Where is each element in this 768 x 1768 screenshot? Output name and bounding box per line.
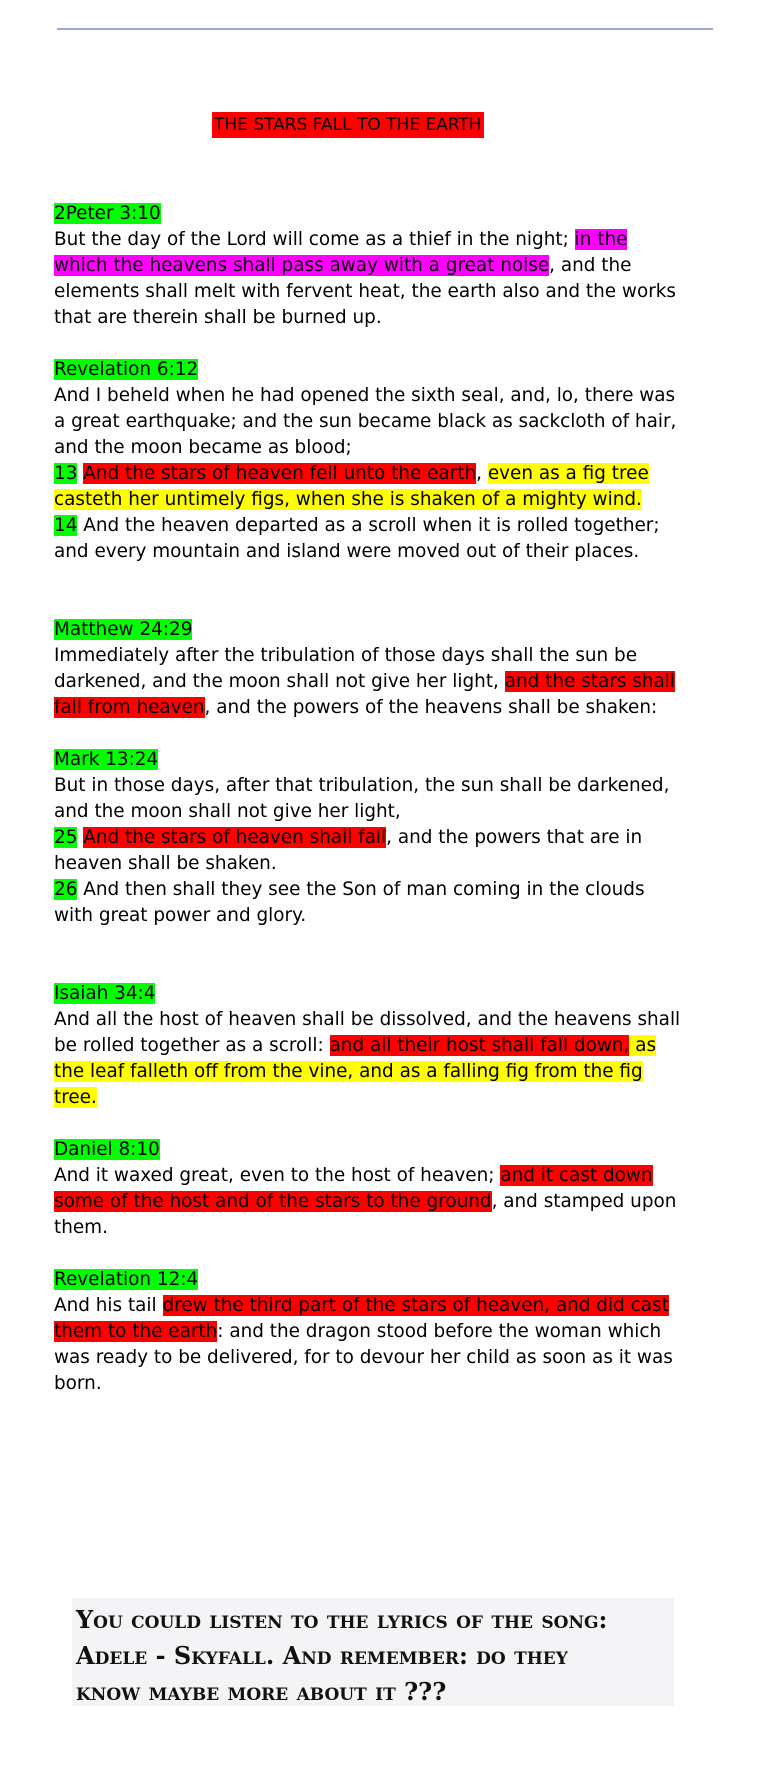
verse-paragraph bbox=[54, 825, 684, 877]
verse-paragraph bbox=[54, 643, 684, 721]
verse-text: And it waxed great, even to the host of heaven; bbox=[54, 1165, 501, 1186]
verse-text: , bbox=[476, 463, 488, 484]
verse-paragraph bbox=[54, 1293, 684, 1397]
verse-text: , and the powers of the heavens shall be shaken: bbox=[204, 697, 658, 718]
highlighted-text: even as a fig tree casteth her untimely figs, when she is shaken of a mighty wind. bbox=[54, 463, 649, 510]
verse-paragraph bbox=[54, 227, 684, 331]
verse-text: And I beheld when he had opened the sixth seal, and, lo, there was a great earthquake; and the sun became black as sackcloth of hair, and the moon became as blood; bbox=[54, 385, 677, 458]
document-body bbox=[54, 201, 684, 1423]
scripture-reference: Daniel 8:10 bbox=[54, 1139, 160, 1160]
verse-text: , and the powers that are in heaven shall be shaken. bbox=[54, 827, 643, 874]
scripture-section bbox=[54, 981, 684, 1111]
verse-paragraph bbox=[54, 773, 684, 825]
scripture-section bbox=[54, 201, 684, 331]
page-title: THE STARS FALL TO THE EARTH bbox=[212, 112, 484, 138]
verse-text: Immediately after the tribulation of those days shall the sun be darkened, and the moon shall not give her light, bbox=[54, 645, 638, 692]
verse-text: And the heaven departed as a scroll when it is rolled together; and every mountain and island were moved out of their places. bbox=[54, 515, 660, 562]
verse-text: And all the host of heaven shall be dissolved, and the heavens shall be rolled together as a scroll: bbox=[54, 1009, 681, 1056]
scripture-section bbox=[54, 617, 684, 721]
page-top-rule bbox=[57, 28, 713, 30]
highlighted-text: and the stars shall fall from heaven bbox=[54, 671, 675, 718]
footer-note bbox=[72, 1598, 674, 1706]
verse-paragraph bbox=[54, 1163, 684, 1241]
verse-paragraph bbox=[54, 461, 684, 513]
verse-paragraph bbox=[54, 877, 684, 929]
highlighted-text: And the stars of heaven fell unto the earth bbox=[83, 463, 477, 484]
verse-text: And then shall they see the Son of man coming in the clouds with great power and glory. bbox=[54, 879, 645, 926]
verse-paragraph bbox=[54, 513, 684, 565]
verse-number: 13 bbox=[54, 463, 78, 484]
scripture-reference: Isaiah 34:4 bbox=[54, 983, 156, 1004]
highlighted-text: and it cast down some of the host and of the stars to the ground bbox=[54, 1165, 653, 1212]
scripture-section bbox=[54, 747, 684, 929]
verse-number: 25 bbox=[54, 827, 78, 848]
verse-number: 14 bbox=[54, 515, 78, 536]
verse-text: , and the elements shall melt with fervent heat, the earth also and the works that are therein shall be burned up. bbox=[54, 255, 676, 328]
scripture-section bbox=[54, 1267, 684, 1397]
highlighted-text: and all their host shall fall down, bbox=[329, 1035, 630, 1056]
verse-paragraph bbox=[54, 383, 684, 461]
verse-number: 26 bbox=[54, 879, 78, 900]
verse-text: But in those days, after that tribulation, the sun shall be darkened, and the moon shall not give her light, bbox=[54, 775, 670, 822]
scripture-reference: Revelation 12:4 bbox=[54, 1269, 199, 1290]
highlighted-text: as the leaf falleth off from the vine, and as a falling fig from the fig tree. bbox=[54, 1035, 657, 1108]
highlighted-text: And the stars of heaven shall fall bbox=[83, 827, 387, 848]
verse-text: And his tail bbox=[54, 1295, 163, 1316]
scripture-section bbox=[54, 357, 684, 565]
scripture-reference: Matthew 24:29 bbox=[54, 619, 193, 640]
highlighted-text: in the which the heavens shall pass away with a great noise bbox=[54, 229, 628, 276]
scripture-reference: Mark 13:24 bbox=[54, 749, 159, 770]
verse-text: But the day of the Lord will come as a thief in the night; bbox=[54, 229, 575, 250]
footer-line-1: You could listen to the lyrics of the song: bbox=[76, 1605, 608, 1634]
scripture-reference: Revelation 6:12 bbox=[54, 359, 199, 380]
footer-line-2: Adele - Skyfall. And remember: do they bbox=[76, 1641, 568, 1670]
footer-line-3: know maybe more about it ??? bbox=[76, 1677, 447, 1706]
verse-text: : and the dragon stood before the woman which was ready to be delivered, for to devour her child as soon as it was born. bbox=[54, 1321, 673, 1394]
highlighted-text: drew the third part of the stars of heaven, and did cast them to the earth bbox=[54, 1295, 669, 1342]
scripture-reference: 2Peter 3:10 bbox=[54, 203, 161, 224]
verse-paragraph bbox=[54, 1007, 684, 1111]
verse-text: , and stamped upon them. bbox=[54, 1191, 677, 1238]
scripture-section bbox=[54, 1137, 684, 1241]
